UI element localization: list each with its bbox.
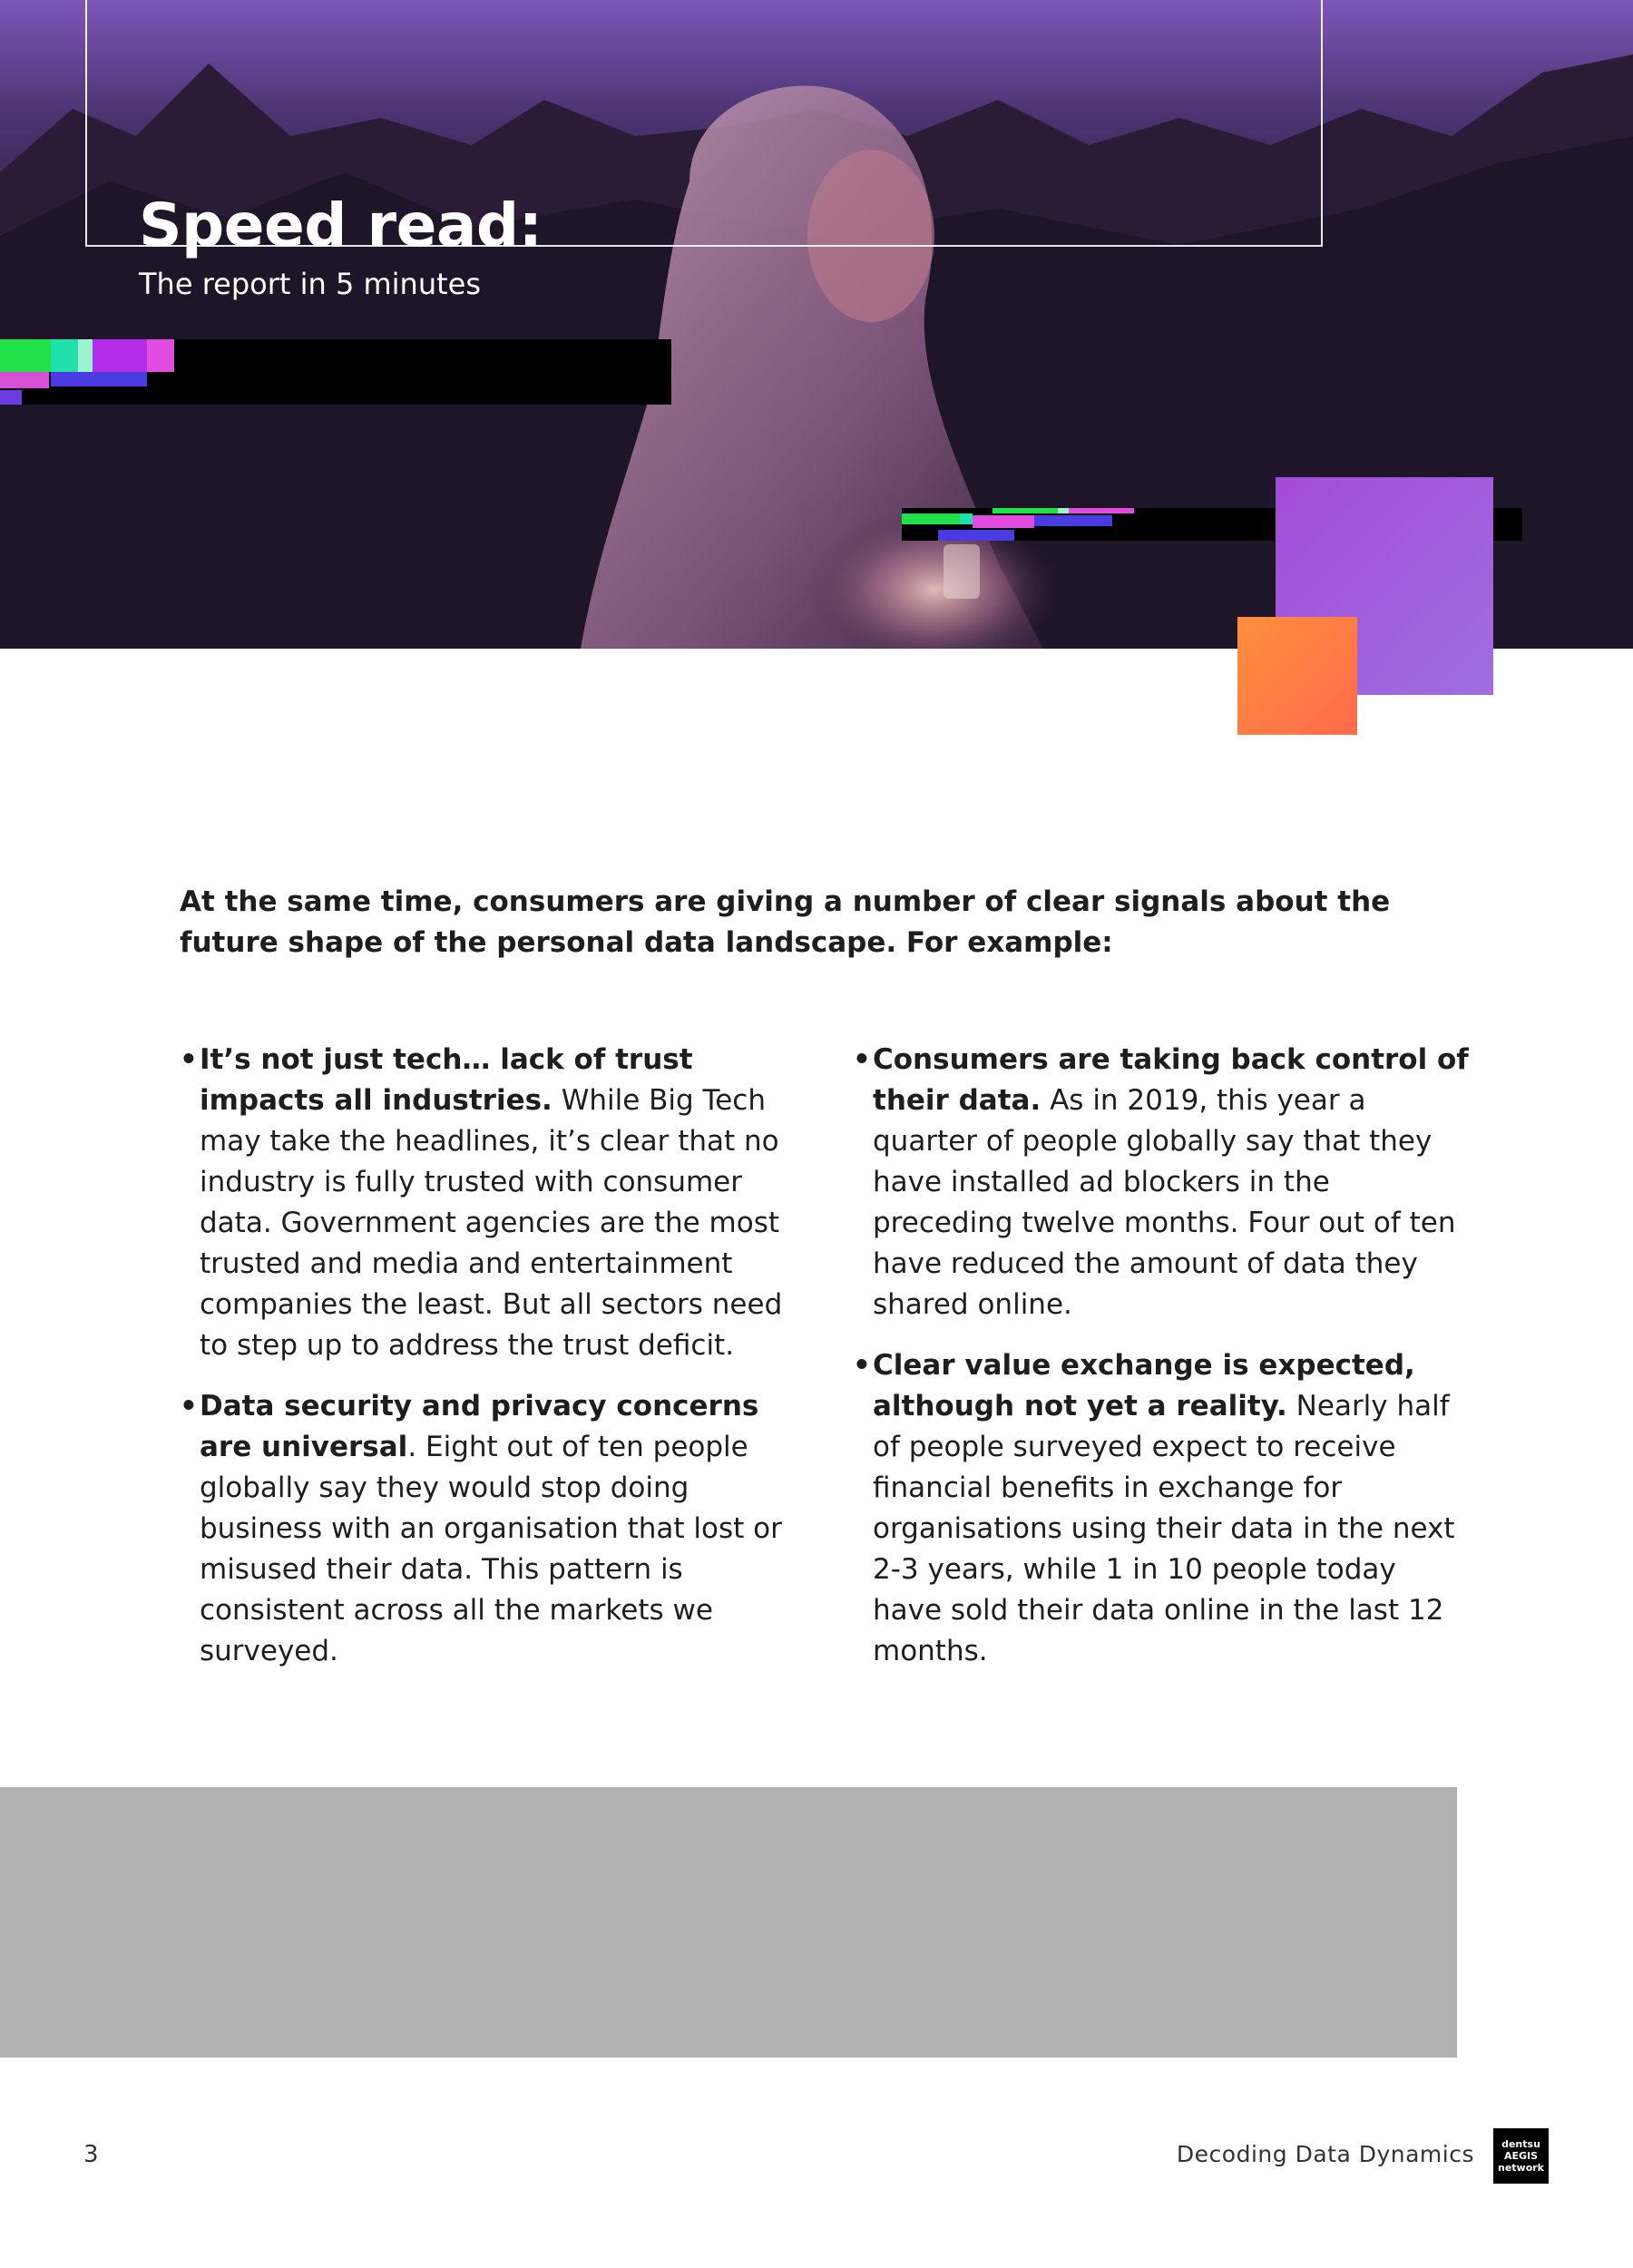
item-body: As in 2019, this year a quarter of people globally say that they have installed ad blockers in the preceding twelve months. Four out of ten have reduced the amount of data they shared online. xyxy=(873,1084,1456,1321)
list-item xyxy=(853,1040,1470,1325)
item-body: . Eight out of ten people globally say they would stop doing business with an organisation that lost or misused their data. This pattern is consistent across all the markets we surveyed. xyxy=(200,1431,782,1667)
item-heading: Consumers are taking back control of their data. xyxy=(873,1043,1469,1117)
page-title: Speed read: xyxy=(139,191,555,260)
bullet: • xyxy=(180,1390,198,1422)
list-item xyxy=(180,1386,815,1672)
list-item xyxy=(180,1040,815,1366)
bullet: • xyxy=(853,1349,871,1382)
right-column xyxy=(853,1040,1470,1692)
item-heading: Data security and privacy concerns are universal xyxy=(200,1390,759,1463)
dentsu-aegis-logo: dentsu AEGIS network xyxy=(1493,2128,1549,2184)
image-placeholder-panel xyxy=(0,1787,1457,2058)
orange-square-decoration xyxy=(1237,617,1357,735)
left-column xyxy=(180,1040,815,1692)
list-item xyxy=(853,1345,1470,1672)
item-body: While Big Tech may take the headlines, it’s clear that no industry is fully trusted with consumer data. Government agencies are the most trusted and media and entertainment companies the least. But all sectors need to step up to address the trust deficit. xyxy=(200,1084,783,1362)
footer-report-title: Decoding Data Dynamics xyxy=(1176,2141,1474,2167)
bullet: • xyxy=(853,1043,871,1076)
item-heading: Clear value exchange is expected, although not yet a reality. xyxy=(873,1349,1415,1422)
page-subtitle: The report in 5 minutes xyxy=(139,267,481,301)
item-body: Nearly half of people surveyed expect to receive financial benefits in exchange for organisations using their data in the next 2-3 years, while 1 in 10 people today have sold their data online in the last 12 months. xyxy=(873,1390,1455,1667)
bullet: • xyxy=(180,1043,198,1076)
intro-paragraph: At the same time, consumers are giving a number of clear signals about the future shape of the personal data landscape. For example: xyxy=(180,885,1391,959)
page-number: 3 xyxy=(83,2141,99,2168)
item-heading: It’s not just tech… lack of trust impacts all industries. xyxy=(200,1043,693,1117)
